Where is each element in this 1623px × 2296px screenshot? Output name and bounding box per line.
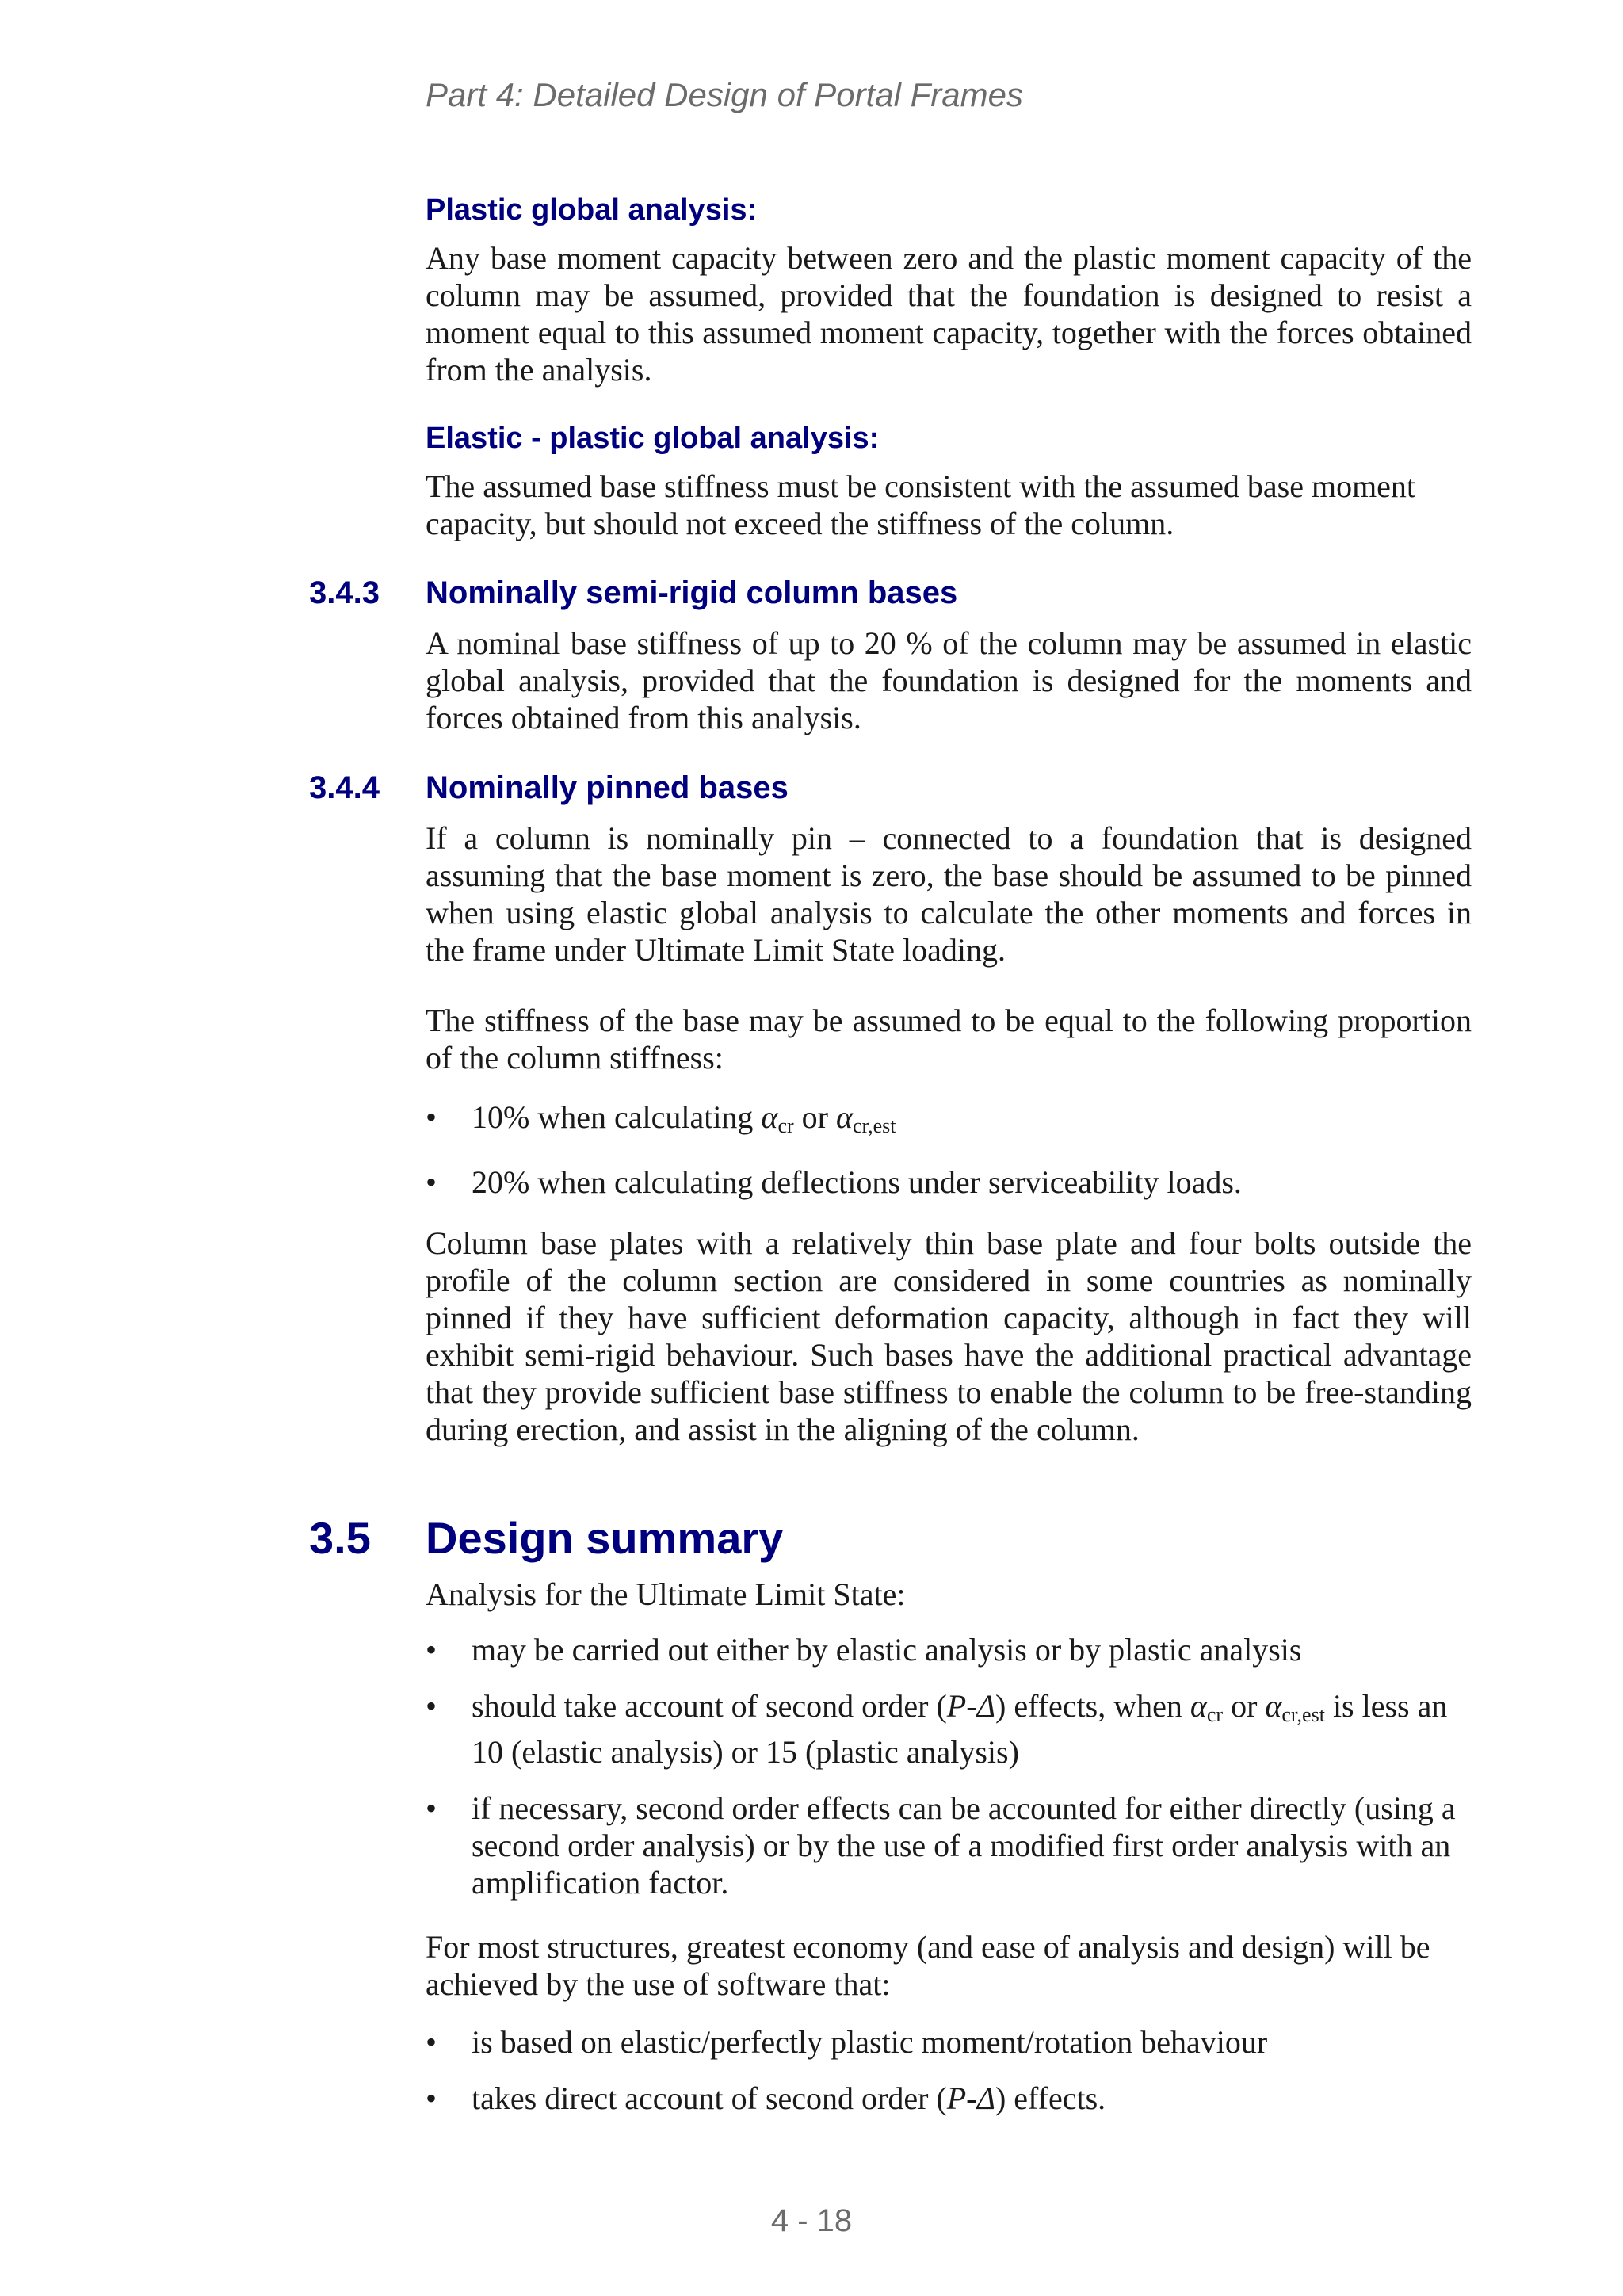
section-3-4-4-paragraph-2: The stiffness of the base may be assumed to be equal to the following proportion of the column stiffness: <box>426 1003 1472 1075</box>
list-item: • 10% when calculating $\alpha_{cr}$ or $\alpha_{cr,est}$ <box>426 1099 896 1137</box>
software-bullet-list <box>426 2023 1472 2117</box>
page-number: 4 - 18 <box>770 2203 853 2238</box>
section-3-4-4-paragraph-3: Column base plates with a relatively thin base plate and four bolts outside the profile of the column section are considered in some countries as nominally pinned if they have sufficient deformation capacity, although in fact they will exhibit semi-rigid behaviour. Such bases have the additional practical advantage that they provide sufficient base stiffness to enable the column to be free-standing during erection, and assist in the aligning of the column. <box>426 1225 1472 1447</box>
bullet-icon: • <box>426 2024 437 2060</box>
section-3-5-paragraph-2: For most structures, greatest economy (and ease of analysis and design) will be achieved by the use of software that: <box>426 1929 1430 2002</box>
bullet-icon: • <box>426 1164 437 1200</box>
list-item: • takes direct account of second order (P-Δ) effects. <box>426 2080 1106 2116</box>
plastic-analysis-block <box>426 193 1472 227</box>
bullet-icon: • <box>426 1632 437 1668</box>
plastic-analysis-text-block <box>426 239 1472 388</box>
uls-analysis-bullet-list <box>426 1631 1472 1901</box>
elastic-plastic-text-block <box>426 468 1472 542</box>
section-3-5-p2-block <box>426 1928 1472 2003</box>
bullet-icon: • <box>426 2080 437 2116</box>
section-number: 3.5 <box>309 1513 371 1563</box>
section-3-4-4-paragraph-1: If a column is nominally pin – connected to a foundation that is designed assuming that the base moment is zero, the base should be assumed to be pinned when using elastic global analysis to calculate the other moments and forces in the frame under Ultimate Limit State loading. <box>426 820 1472 968</box>
section-3-4-4-p2-block <box>426 1002 1472 1076</box>
bullet-icon: • <box>426 1688 437 1724</box>
list-item: • is based on elastic/perfectly plastic moment/rotation behaviour <box>426 2024 1268 2060</box>
section-title: Nominally pinned bases <box>426 770 789 805</box>
section-number: 3.4.3 <box>309 575 380 610</box>
stiffness-bullet-list <box>426 1098 1472 1201</box>
section-3-5-intro-block <box>426 1576 1472 1613</box>
section-number: 3.4.4 <box>309 770 380 805</box>
bullet-icon: • <box>426 1099 437 1135</box>
list-item: • should take account of second order (P-Δ) effects, when $\alpha_{cr}$ or $\alpha_{cr,est}$ is less an 10 (elastic analysis) or 15 (plastic analysis) <box>426 1688 1448 1770</box>
elastic-plastic-block <box>426 422 1472 456</box>
section-title: Nominally semi-rigid column bases <box>426 575 958 610</box>
plastic-analysis-heading: Plastic global analysis: <box>426 193 758 227</box>
section-3-5-intro: Analysis for the Ultimate Limit State: <box>426 1576 906 1612</box>
section-3-4-4-p1-block <box>426 819 1472 968</box>
plastic-analysis-text: Any base moment capacity between zero and the plastic moment capacity of the column may be assumed, provided that the foundation is designed to resist a moment equal to this assumed moment capacity, together with the forces obtained from the analysis. <box>426 240 1472 388</box>
section-3-4-4-p3-block <box>426 1224 1472 1448</box>
section-title: Design summary <box>426 1513 784 1563</box>
elastic-plastic-text: The assumed base stiffness must be consistent with the assumed base moment capacity, but should not exceed the stiffness of the column. <box>426 468 1416 541</box>
elastic-plastic-heading: Elastic - plastic global analysis: <box>426 422 880 455</box>
list-item: • if necessary, second order effects can be accounted for either directly (using a second order analysis) or by the use of a modified first order analysis with an amplification factor. <box>426 1790 1456 1901</box>
section-3-4-3-text-block <box>426 625 1472 736</box>
running-header: Part 4: Detailed Design of Portal Frames <box>426 76 1023 113</box>
section-3-4-3-text: A nominal base stiffness of up to 20 % of the column may be assumed in elastic global analysis, provided that the foundation is designed for the moments and forces obtained from this analysis. <box>426 625 1472 735</box>
bullet-icon: • <box>426 1790 437 1826</box>
list-item: • may be carried out either by elastic analysis or by plastic analysis <box>426 1632 1302 1668</box>
list-item: • 20% when calculating deflections under serviceability loads. <box>426 1164 1242 1200</box>
